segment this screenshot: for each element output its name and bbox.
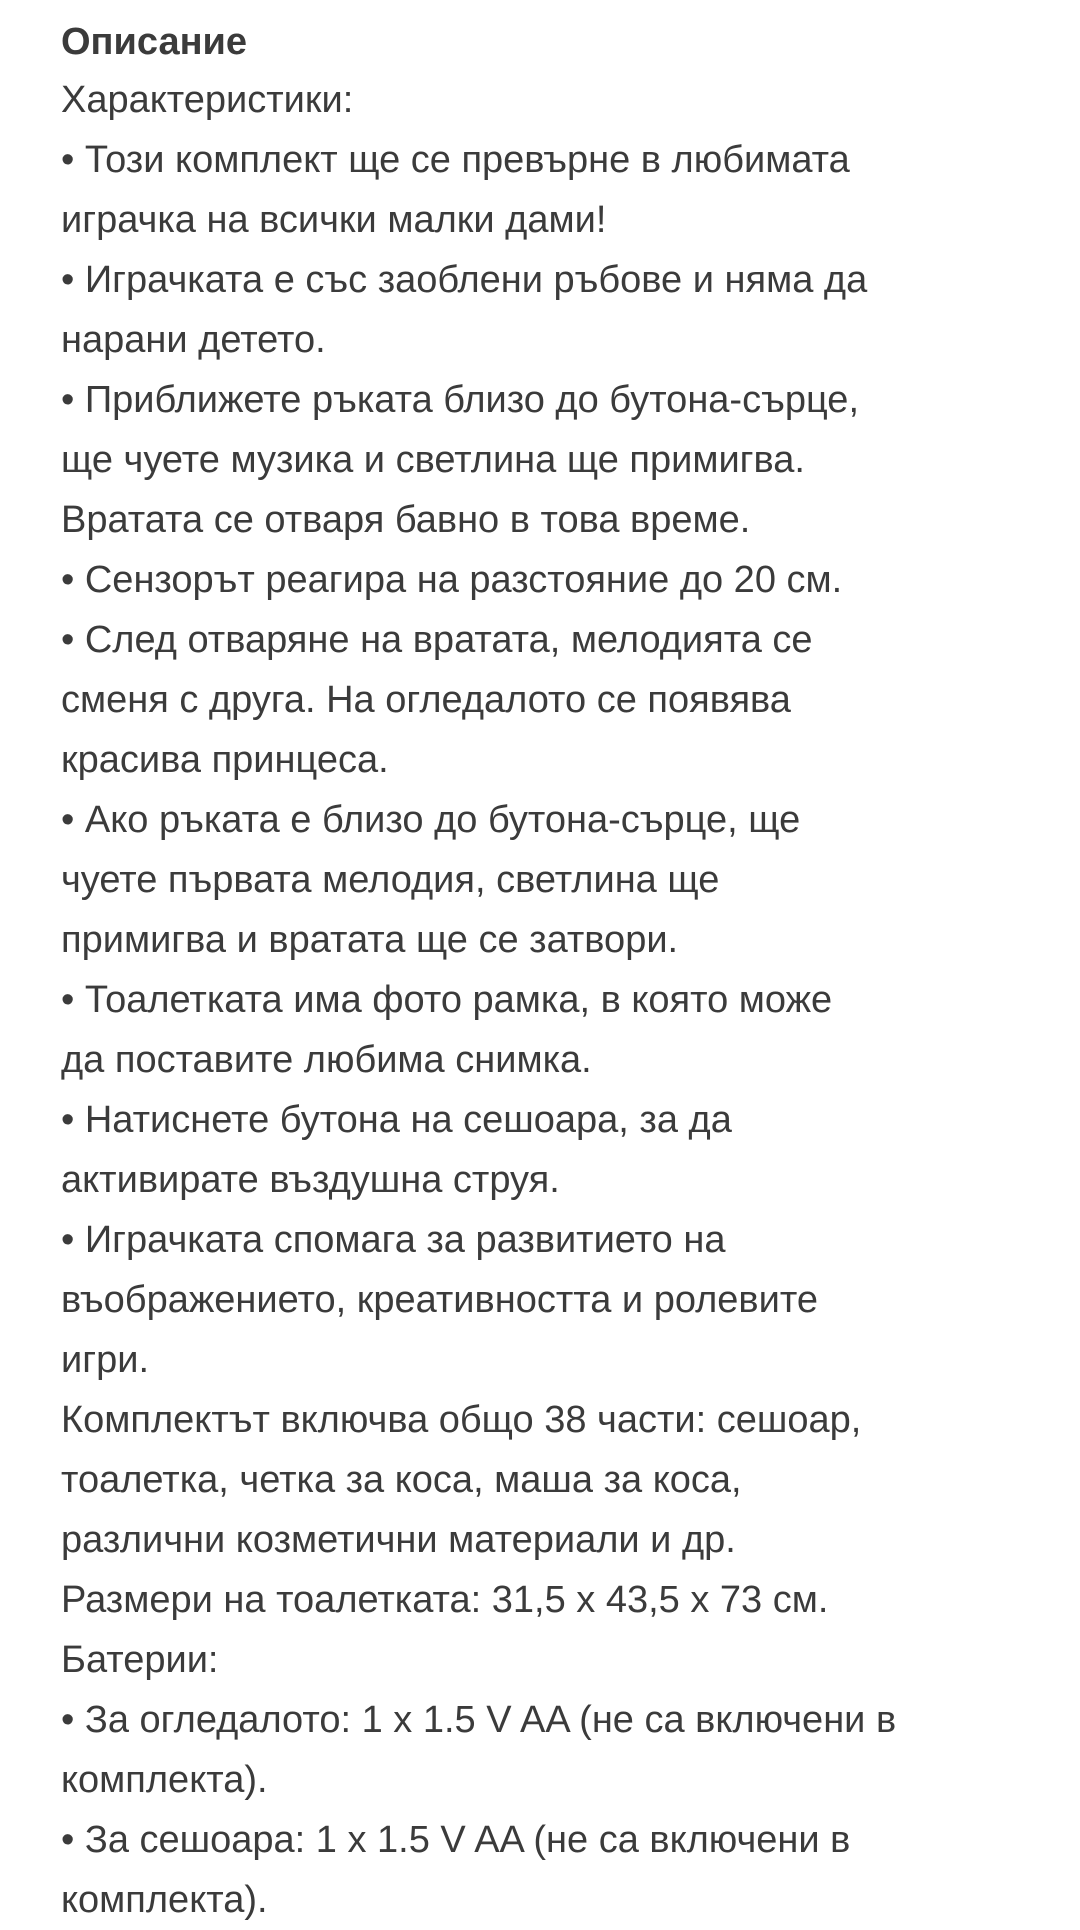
text-line: игри.: [61, 1339, 150, 1381]
text-line: Вратата се отваря бавно в това време.: [61, 499, 751, 541]
text-line: сменя с друга. На огледалото се появява: [61, 679, 791, 721]
text-line: комплекта).: [61, 1759, 268, 1801]
text-line: • Тоалетката има фото рамка, в която може: [61, 979, 833, 1021]
text-line: въображението, креативността и ролевите: [61, 1279, 818, 1321]
text-line: красива принцеса.: [61, 739, 389, 781]
product-description: [61, 14, 1021, 1930]
text-line: играчка на всички малки дами!: [61, 199, 607, 241]
text-line: Размери на тоалетката: 31,5 х 43,5 х 73 см.: [61, 1579, 829, 1621]
text-line: различни козметични материали и др.: [61, 1519, 736, 1561]
text-line: активирате въздушна струя.: [61, 1159, 560, 1201]
text-line: тоалетка, четка за коса, маша за коса,: [61, 1459, 742, 1501]
text-line: • Приближете ръката близо до бутона-сърце,: [61, 379, 859, 421]
text-line: • След отваряне на вратата, мелодията се: [61, 619, 813, 661]
text-line: • Играчката спомага за развитието на: [61, 1219, 726, 1261]
text-line: • За огледалото: 1 х 1.5 V AA (не са включени в: [61, 1699, 897, 1741]
text-line: • Натиснете бутона на сешоара, за да: [61, 1099, 732, 1141]
text-line: чуете първата мелодия, светлина ще: [61, 859, 720, 901]
text-line: • Ако ръката е близо до бутона-сърце, ще: [61, 799, 801, 841]
text-line: • Сензорът реагира на разстояние до 20 см.: [61, 559, 843, 601]
text-line: да поставите любима снимка.: [61, 1039, 592, 1081]
description-body: [61, 70, 1021, 1930]
text-line: • За сешоара: 1 х 1.5 V AA (не са включени в: [61, 1819, 851, 1861]
text-line: примигва и вратата ще се затвори.: [61, 919, 679, 961]
text-line: комплекта).: [61, 1879, 268, 1921]
text-line: Характеристики:: [61, 79, 354, 121]
text-line: Комплектът включва общо 38 части: сешоар,: [61, 1399, 862, 1441]
text-line: Батерии:: [61, 1639, 219, 1681]
text-line: • Този комплект ще се превърне в любимата: [61, 139, 850, 181]
text-line: ще чуете музика и светлина ще примигва.: [61, 439, 805, 481]
text-line: нарани детето.: [61, 319, 326, 361]
description-heading: Описание: [61, 21, 248, 63]
text-line: • Играчката е със заоблени ръбове и няма да: [61, 259, 868, 301]
